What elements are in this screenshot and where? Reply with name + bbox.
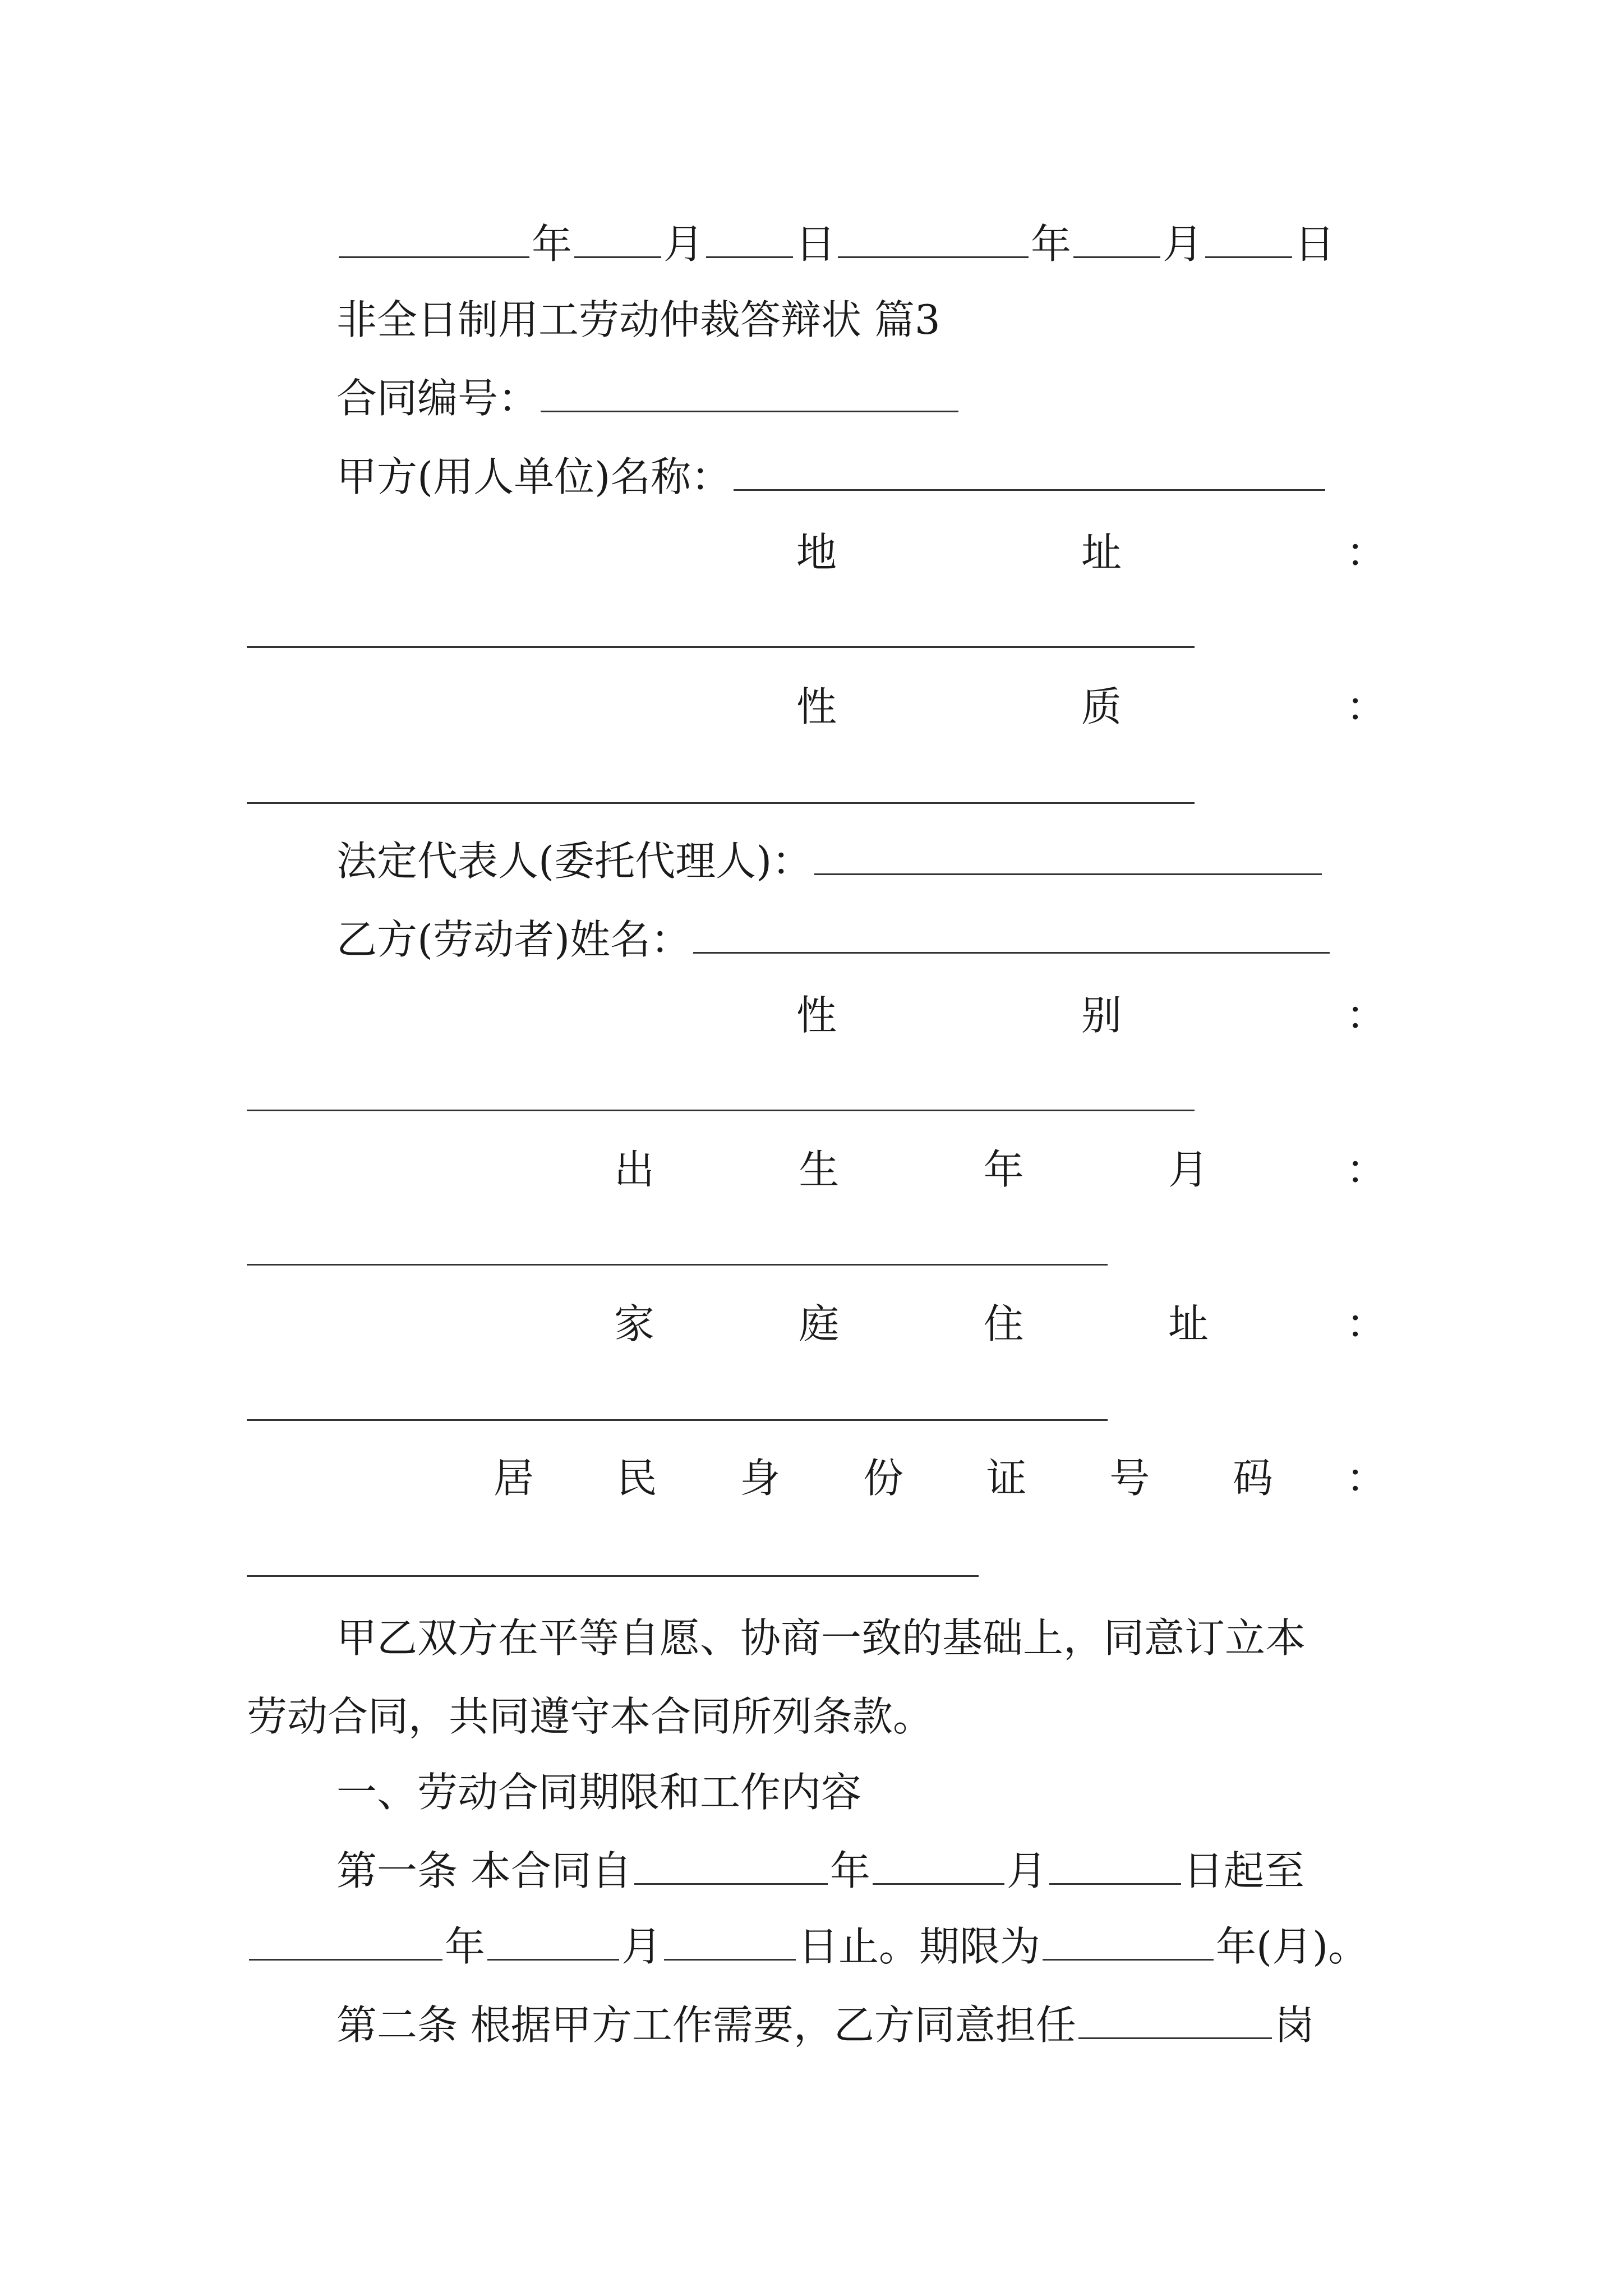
article-1-month2-label: 月 [621,1923,662,1970]
label-month-2: 月 [1163,220,1204,268]
home-char-4: 址 [1168,1300,1209,1347]
article-1-line-2 [247,1916,1368,1977]
id-number-blank[interactable] [247,1575,979,1577]
id-number-label-row [494,1447,1273,1509]
birth-blank[interactable] [247,1264,1108,1266]
id-char-6: 号 [1109,1455,1150,1502]
party-b-name-label: 乙方(劳动者)姓名： [336,916,691,963]
paragraph-line-2: 劳动合同，共同遵守本合同所列条款。 [247,1693,934,1740]
party-b-name-row [336,909,1332,970]
party-b-name-blank[interactable] [693,912,1330,954]
nature-char-2: 质 [1081,683,1122,730]
article-1-blank-start-year[interactable] [634,1843,828,1885]
label-day-2: 日 [1294,220,1335,268]
contract-number-row [336,367,961,429]
contract-number-blank[interactable] [541,370,958,412]
article-1-blank-start-month[interactable] [873,1843,1004,1885]
gender-char-1: 性 [796,992,837,1039]
id-char-7: 码 [1232,1455,1273,1502]
birth-char-1: 出 [614,1146,655,1193]
section-1-heading: 一、劳动合同期限和工作内容 [336,1769,862,1816]
id-char-2: 民 [616,1455,657,1502]
nature-blank[interactable] [247,802,1195,804]
id-char-5: 证 [986,1455,1027,1502]
gender-label-row [796,984,1122,1046]
party-a-name-label: 甲方(用人单位)名称： [336,453,732,500]
article-1-day-to-label: 日起至 [1183,1847,1304,1894]
home-char-3: 住 [983,1300,1024,1347]
article-2-line-1 [336,1994,1315,2056]
article-2-suffix: 岗 [1274,2001,1315,2049]
article-1-year2-label: 年 [445,1923,486,1970]
home-char-2: 庭 [799,1300,840,1347]
article-1-blank-end-month[interactable] [487,1918,619,1961]
blank-day-1[interactable] [706,216,793,258]
label-year-1: 年 [532,220,573,268]
blank-month-1[interactable] [574,216,661,258]
gender-char-2: 别 [1081,992,1122,1039]
nature-char-1: 性 [796,683,837,730]
address-char-2: 址 [1081,529,1122,576]
date-line [336,213,1335,275]
address-blank[interactable] [247,646,1195,648]
gender-blank[interactable] [247,1110,1195,1111]
article-1-prefix: 第一条 本合同自 [336,1847,632,1894]
gender-colon: ： [1346,992,1387,1039]
article-1-unit-label: 年(月)。 [1216,1923,1369,1970]
birth-char-2: 生 [799,1146,840,1193]
home-address-label-row [614,1293,1209,1355]
birth-label-row [614,1139,1209,1200]
document-heading: 非全日制用工劳动仲裁答辩状 篇3 [336,296,940,343]
address-char-1: 地 [796,529,837,576]
contract-number-label: 合同编号： [336,375,539,422]
birth-char-4: 月 [1168,1146,1209,1193]
birth-colon: ： [1346,1146,1387,1193]
id-char-4: 份 [863,1455,903,1502]
blank-year-2[interactable] [838,216,1029,258]
label-month-1: 月 [663,220,704,268]
id-number-colon: ： [1346,1455,1387,1502]
party-a-name-row [336,446,1327,508]
legal-rep-blank[interactable] [814,833,1322,875]
article-1-blank-start-day[interactable] [1049,1843,1181,1885]
article-1-blank-end-day[interactable] [664,1918,796,1961]
article-1-blank-end-year[interactable] [249,1918,442,1961]
id-char-1: 居 [494,1455,534,1502]
nature-colon: ： [1346,683,1387,730]
address-colon: ： [1346,529,1387,576]
legal-rep-label: 法定代表人(委托代理人)： [336,838,813,885]
legal-rep-row [336,830,1324,892]
home-address-blank[interactable] [247,1419,1108,1421]
nature-label-row [796,676,1122,738]
blank-month-2[interactable] [1073,216,1160,258]
blank-year-1[interactable] [339,216,529,258]
home-char-1: 家 [614,1300,655,1347]
label-year-2: 年 [1031,220,1072,268]
id-char-3: 身 [740,1455,781,1502]
address-label-row [796,522,1122,583]
article-1-year-label: 年 [829,1847,870,1894]
birth-char-3: 年 [983,1146,1024,1193]
article-1-end-label: 日止。期限为 [798,1923,1041,1970]
home-address-colon: ： [1346,1300,1387,1347]
paragraph-line-1: 甲乙双方在平等自愿、协商一致的基础上，同意订立本 [336,1614,1306,1662]
article-2-prefix: 第二条 根据甲方工作需要，乙方同意担任 [336,2001,1076,2049]
blank-day-2[interactable] [1205,216,1292,258]
article-1-line-1 [336,1840,1304,1902]
party-a-name-blank[interactable] [734,449,1325,491]
article-2-blank-position[interactable] [1078,1997,1272,2039]
label-day-1: 日 [795,220,836,268]
article-1-month-label: 月 [1006,1847,1047,1894]
article-1-blank-term[interactable] [1043,1918,1214,1961]
